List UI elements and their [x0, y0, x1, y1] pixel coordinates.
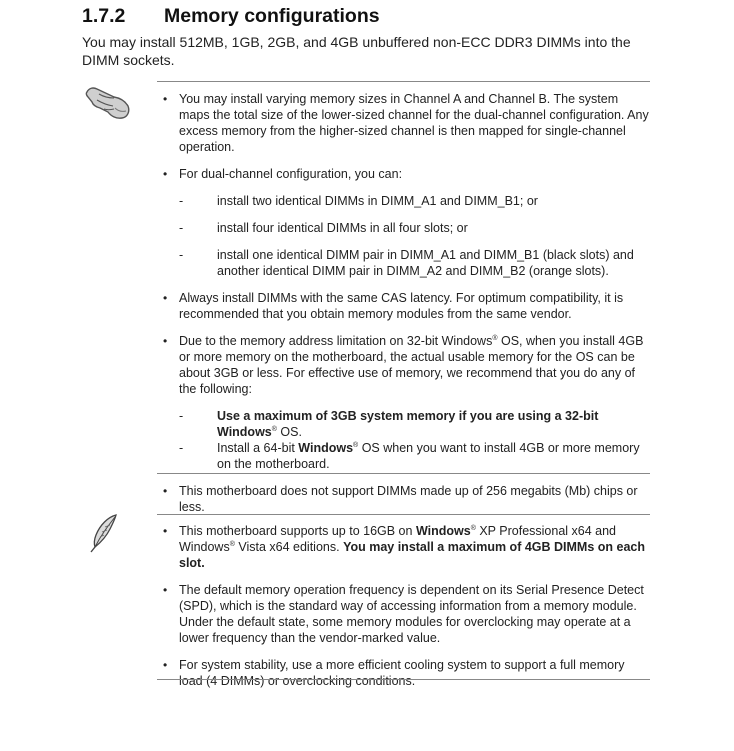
dash-marker: -: [179, 409, 184, 423]
sub-item-text: install two identical DIMMs in DIMM_A1 and DIMM_B1; or: [217, 194, 538, 208]
list-item: • This motherboard does not support DIMMs made up of 256 megabits (Mb) chips or less.: [162, 483, 650, 515]
list-item: • You may install varying memory sizes in Channel A and Channel B. The system maps the total size of the lower-sized channel for the dual-channel configuration. Any excess memory from the higher-sized channel is then mapped for single-channel operation.: [162, 91, 650, 155]
sub-list-item: [162, 247, 650, 279]
registered-mark: ®: [353, 441, 359, 449]
caution-list: [162, 91, 650, 515]
section-number: 1.7.2: [82, 5, 126, 27]
text-run: Due to the memory address limitation on 32-bit Windows: [179, 334, 493, 348]
text-run: XP Professional x64 and Windows: [179, 524, 617, 554]
list-item: • For dual-channel configuration, you can:: [162, 166, 650, 182]
sub-list-item: [162, 220, 650, 236]
list-item: • For system stability, use a more efficient cooling system to support a full memory load (4 DIMMs) or overclocking conditions.: [162, 657, 650, 689]
sub-item-text: install one identical DIMM pair in DIMM_A1 and DIMM_B1 (black slots) and another identical DIMM pair in DIMM_A2 and DIMM_B2 (orange slots).: [217, 248, 634, 278]
quill-pen-icon: [86, 513, 120, 558]
caution-bottom-rule: [157, 473, 650, 474]
caution-top-rule: [157, 81, 650, 82]
intro-paragraph: You may install 512MB, 1GB, 2GB, and 4GB unbuffered non-ECC DDR3 DIMMs into the DIMM sockets.: [82, 34, 631, 68]
text-run: Windows: [298, 441, 354, 455]
sub-list-item: [162, 193, 650, 209]
text-run: Use a maximum of 3GB system memory if you are using a 32-bit Windows: [217, 409, 599, 439]
note-top-rule: [157, 514, 650, 515]
sub-item-text: install four identical DIMMs in all four slots; or: [217, 221, 468, 235]
dash-marker: -: [179, 221, 184, 235]
text-run: Vista x64 editions.: [234, 540, 344, 554]
note-list: [162, 523, 650, 689]
registered-mark: ®: [229, 540, 235, 548]
registered-mark: ®: [470, 524, 476, 532]
text-run: This motherboard supports up to 16GB on: [179, 524, 416, 538]
list-item: [162, 523, 650, 571]
note-bottom-rule: [157, 679, 650, 680]
section-title: Memory configurations: [164, 5, 380, 27]
dash-marker: -: [179, 248, 184, 262]
sub-list-item: [162, 440, 650, 472]
sub-list-item: [162, 408, 650, 440]
text-run: OS, when you install 4GB or more memory on the motherboard, the actual usable memory for the OS can be about 3GB or less. For effective use of memory, we recommend that you do any of the following:: [179, 334, 644, 396]
dash-marker: -: [179, 441, 184, 455]
pointing-hand-icon: [84, 84, 132, 127]
list-item: • Always install DIMMs with the same CAS latency. For optimum compatibility, it is recommended that you obtain memory modules from the same vendor.: [162, 290, 650, 322]
text-run: You may install a maximum of 4GB DIMMs on each slot.: [179, 540, 645, 570]
text-run: OS.: [276, 425, 302, 439]
registered-mark: ®: [492, 334, 498, 342]
list-item: [162, 333, 650, 397]
text-run: Install a 64-bit: [217, 441, 299, 455]
text-run: Windows: [415, 524, 471, 538]
text-run: OS when you want to install 4GB or more memory on the motherboard.: [217, 441, 640, 471]
dash-marker: -: [179, 194, 184, 208]
section-heading: [82, 5, 380, 28]
list-item: • The default memory operation frequency is dependent on its Serial Presence Detect (SPD), which is the standard way of accessing information from a memory module. Under the default state, some memory modules for overclocking may operate at a lower frequency than the vendor-marked value.: [162, 582, 650, 646]
registered-mark: ®: [271, 425, 277, 433]
